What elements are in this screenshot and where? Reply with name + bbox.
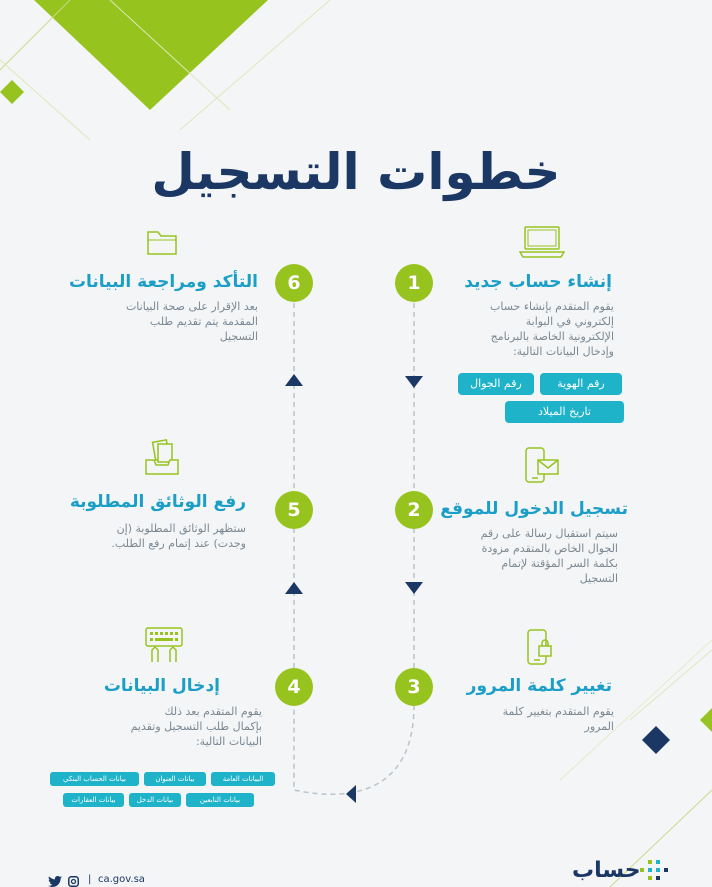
keyboard-typing-icon [144,624,184,664]
step-number-6: 6 [275,264,313,302]
phone-message-icon [522,446,560,486]
step-number-3: 3 [395,668,433,706]
website-link[interactable]: ca.gov.sa [98,874,145,885]
step-heading-4: إدخال البيانات [103,676,220,696]
step-number-1: 1 [395,264,433,302]
step-description-4: يقوم المتقدم بعد ذلك بإكمال طلب التسجيل وتقديم البيانات التالية: [130,705,262,748]
arrow-left-icon [346,785,356,803]
step-number-4: 4 [275,668,313,706]
tag-dependents-data: بيانات التابعين [186,793,254,807]
phone-lock-icon [525,628,553,666]
tag-bank-account-data: بيانات الحساب البنكي [50,772,139,786]
tag-birth-date: تاريخ الميلاد [505,401,624,423]
step-description-1: يقوم المتقدم بإنشاء حساب إلكتروني في البوابة الإلكترونية الخاصة بالبرنامج وإدخال البيانات التالية: [490,300,614,358]
step-description-3: يقوم المتقدم بتغيير كلمة المرور [502,705,614,733]
step-heading-1: إنشاء حساب جديد [464,272,612,292]
footer-separator: | [88,874,92,885]
step-description-5: ستظهر الوثائق المطلوبة (إن وجدت) عند إتمام رفع الطلب. [111,522,246,550]
step-number-5: 5 [275,491,313,529]
tag-address-data: بيانات العنوان [144,772,206,786]
laptop-icon [519,224,565,260]
step-number-2: 2 [395,491,433,529]
hesab-logo-text: حساب [572,858,641,883]
step-heading-3: تغيير كلمة المرور [466,676,612,696]
hesab-logo-mark [636,856,670,886]
arrow-up-icon [285,582,303,594]
tag-income-data: بيانات الدخل [129,793,181,807]
folder-icon [146,228,178,256]
arrow-down-icon [405,376,423,388]
twitter-icon[interactable] [48,876,62,887]
step-heading-6: التأكد ومراجعة البيانات [68,272,258,292]
arrow-up-icon [285,374,303,386]
step-description-6: بعد الإقرار على صحة البيانات المقدمة يتم تقديم طلب التسجيل [125,300,258,343]
tag-general-data: البيانات العامة [211,772,275,786]
tag-mobile-number: رقم الجوال [458,373,534,395]
step-description-2: سيتم استقبال رسالة على رقم الجوال الخاص بالمتقدم مزودة بكلمة السر المؤقتة لإتمام التسجيل [480,527,618,585]
step-heading-2: تسجيل الدخول للموقع [440,499,628,519]
page-title: خطوات التسجيل [151,143,561,201]
instagram-icon[interactable] [68,876,79,887]
step-heading-5: رفع الوثائق المطلوبة [69,492,246,512]
tag-national-id: رقم الهوية [540,373,622,395]
document-tray-icon [144,438,180,476]
tag-real-estate-data: بيانات العقارات [63,793,124,807]
